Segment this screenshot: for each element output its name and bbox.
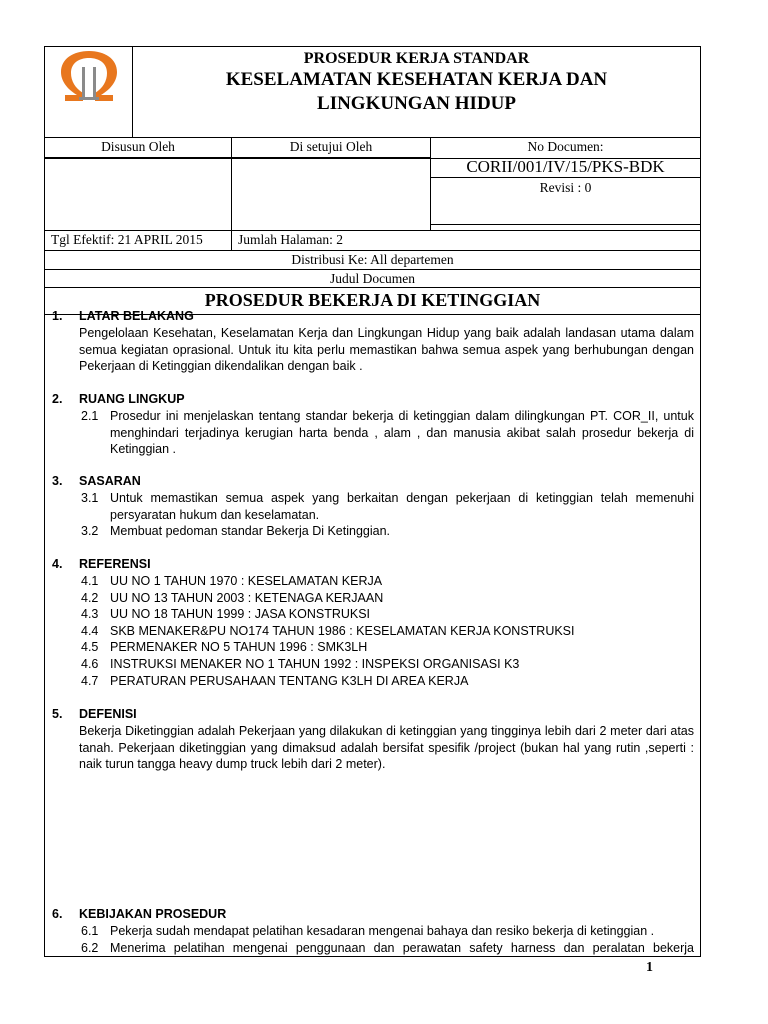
item-text: Untuk memastikan semua aspek yang berkaitan dengan pekerjaan di ketinggian telah memenuhi persyaratan hukum dan keselamatan. [110,491,694,522]
item-number: 6.2 [81,940,99,955]
item-number: 4.6 [81,656,99,671]
item-number: 3.1 [81,491,99,505]
list-item [79,408,694,458]
section-number: 3. [52,474,63,488]
item-text: UU NO 13 TAHUN 2003 : KETENAGA KERJAAN [110,590,384,605]
disetujui-oleh-signature [232,158,431,230]
doc-number: CORII/001/IV/15/PKS-BDK [431,157,700,178]
item-text: SKB MENAKER&PU NO174 TAHUN 1986 : KESELAMATAN KERJA KONSTRUKSI [110,623,575,638]
doc-type-title: PROSEDUR KERJA STANDAR [303,50,530,67]
item-text: PERMENAKER NO 5 TAHUN 1996 : SMK3LH [110,640,368,655]
item-text: INSTRUKSI MENAKER NO 1 TAHUN 1992 : INSPEKSI ORGANISASI K3 [110,656,520,671]
section-title: REFERENSI [79,557,151,571]
item-text: PERATURAN PERUSAHAAN TENTANG K3LH DI AREA KERJA [110,673,469,688]
judul-documen: PROSEDUR BEKERJA DI KETINGGIAN [45,287,701,314]
page-bottom-rule [44,956,701,957]
item-number: 6.1 [81,924,99,938]
item-number: 2.1 [81,409,99,423]
item-number: 4.4 [81,623,99,638]
doc-number-revision-cell [431,158,701,230]
section-kebijakan-prosedur [52,906,694,957]
page-number: 1 [646,960,653,975]
item-text: Menerima pelatihan mengenai penggunaan dan perawatan safety harness dan peralatan bekerja [110,940,694,955]
header-table [44,46,701,159]
list-item [79,639,694,656]
disetujui-oleh-label: Di setujui Oleh [232,138,431,158]
section-number: 4. [52,557,63,571]
item-number: 3.2 [81,524,99,539]
logo-cell [45,47,133,138]
list-item [79,673,694,690]
section-title: RUANG LINGKUP [79,392,185,406]
list-item [79,573,694,590]
section-referensi [52,556,694,689]
item-number: 4.7 [81,673,99,688]
item-text: UU NO 18 TAHUN 1999 : JASA KONSTRUKSI [110,607,371,622]
item-number: 4.3 [81,607,99,622]
no-documen-cell [431,138,701,159]
doc-main-title-line2: LINGKUNGAN HIDUP [317,93,516,114]
tgl-efektif: Tgl Efektif: 21 APRIL 2015 [45,230,232,250]
section-title: DEFENISI [79,707,137,721]
list-item [79,940,694,957]
list-item [79,523,694,540]
section-number: 6. [52,907,63,921]
section-latar-belakang [52,308,694,375]
list-item [79,490,694,523]
section-ruang-lingkup [52,391,694,458]
section-sasaran [52,473,694,540]
section-number: 1. [52,309,63,323]
list-item [79,923,694,940]
section-defenisi [52,706,694,773]
item-number: 4.2 [81,590,99,605]
no-documen-label: No Documen: [527,139,604,154]
header-table-2 [44,158,701,315]
item-text: Membuat pedoman standar Bekerja Di Ketinggian. [110,524,391,539]
list-item [79,590,694,607]
disusun-oleh-signature [45,158,232,230]
item-text: UU NO 1 TAHUN 1970 : KESELAMATAN KERJA [110,574,383,588]
list-item [79,623,694,640]
doc-main-title-line1: KESELAMATAN KESEHATAN KERJA DAN [225,69,608,90]
company-logo-icon [45,47,133,117]
document-header [44,46,700,315]
judul-documen-label: Judul Documen [45,269,701,287]
item-text: Prosedur ini menjelaskan tentang standar bekerja di ketinggian dalam dilingkungan PT. COR_II, untuk menghindari terjadinya kerugian harta benda , alam , dan manusia akibat salah prosedur bekerja di Ketinggian . [110,409,694,457]
list-item [79,606,694,623]
disusun-oleh-label: Disusun Oleh [45,138,232,158]
revision: Revisi : 0 [539,179,592,195]
section-title: LATAR BELAKANG [79,309,194,323]
section-title: SASARAN [79,474,141,488]
title-cell [133,47,701,138]
section-number: 5. [52,707,63,721]
section-title: KEBIJAKAN PROSEDUR [79,907,227,921]
distribusi: Distribusi Ke: All departemen [45,250,701,269]
section-text: Pengelolaan Kesehatan, Keselamatan Kerja dan Lingkungan Hidup yang baik adalah landasan utama dalam semua kegiatan oprasional. Untuk itu kita perlu memastikan bahwa semua aspek yang berhubungan dengan Pekerjaan di Ketinggian dikendalikan dengan baik . [79,326,694,374]
item-number: 4.1 [81,574,99,588]
section-text: Bekerja Diketinggian adalah Pekerjaan yang dilakukan di ketinggian yang tingginya lebih dari 2 meter dari atas tanah. Pekerjaan diketinggian yang dimaksud adalah bersifat spesifik /project (bukan hal yang rutin ,seperti : naik turun tangga heavy dump truck lebih dari 2 meter). [79,724,694,772]
section-number: 2. [52,392,63,406]
item-text: Pekerja sudah mendapat pelatihan kesadaran mengenai bahaya dan resiko bekerja di ketinggian . [110,924,655,938]
list-item [79,656,694,673]
jumlah-halaman: Jumlah Halaman: 2 [232,230,701,250]
item-number: 4.5 [81,640,99,655]
